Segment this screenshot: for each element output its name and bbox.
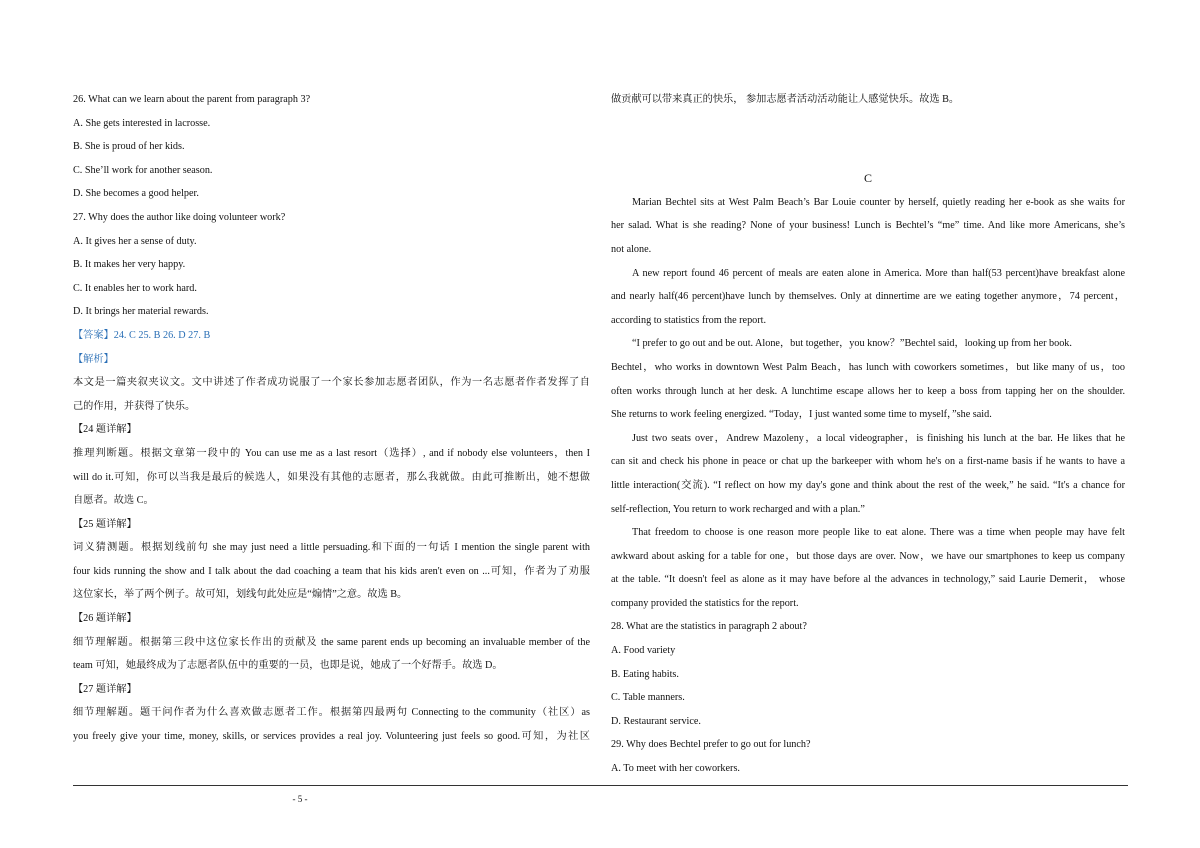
text-line: often works through lunch at her desk. A lunchtime escape allows her to keep a boss from tapping her on the shoulder. [611,385,1125,397]
left-column [73,88,590,749]
text-line: four kids running the show and I talk about the dad coaching a team that his kids aren't even on ...可知，作者为了劝服 [73,565,590,577]
text-line: 推理判断题。根据文章第一段中的 You can use me as a last resort（选择）, and if nobody else volunteers，then I [73,447,590,459]
text-line: D. It brings her material rewards. [73,306,209,318]
text-line: 细节理解题。根据第三段中这位家长作出的贡献及 the same parent ends up becoming an invaluable member of the [73,636,590,648]
text-line: will do it.可知，你可以当我是最后的候选人，如果没有其他的志愿者，那么我就做。由此可推断出，她不想做 [73,471,590,483]
text-line: team 可知，她最终成为了志愿者队伍中的重要的一员，也即是说，她成了一个好帮手。故选 D。 [73,660,503,672]
text-line: A. To meet with her coworkers. [611,763,740,775]
text-line: 28. What are the statistics in paragraph 2 about? [611,621,807,633]
text-line: B. She is proud of her kids. [73,141,185,153]
blank-line [611,128,1125,152]
text-line: B. It makes her very happy. [73,259,186,271]
text-line: A. It gives her a sense of duty. [73,235,197,247]
text-line: D. Restaurant service. [611,715,701,727]
text-line: 词义猜测题。根据划线前句 she may just need a little persuading.和下面的一句话 I mention the single parent with [73,542,590,554]
text-line: “I prefer to go out and be out. Alone，but together，you know？”Bechtel said，looking up from her book. [632,338,1072,350]
text-line: little interaction(交流). “I reflect on how my day's gone and think about the rest of the week,” he said. “It's a chance for [611,479,1125,491]
text-line: according to statistics from the report. [611,314,767,326]
text-line: B. Eating habits. [611,668,679,680]
text-line: and nearly half(46 percent)have lunch by themselves. Only at dinnertime are we eating together anymore，74 percent， [611,291,1125,303]
text-line: not alone. [611,243,652,255]
text-line: awkward about asking for a table for one，but those days are over. Now，we have our smartphones to keep us company [611,550,1125,562]
text-line: self-reflection, You return to work recharged and with a plan.” [611,503,865,515]
text-line: 【26 题详解】 [73,613,137,625]
text-line: 细节理解题。题干问作者为什么喜欢做志愿者工作。根据第四最两句 Connecting to the community（社区）as [73,707,590,719]
section-heading: C [863,171,872,186]
text-line: can sit and check his phone in peace or chat up the barkeeper with whom he's on a first-name basis if he wants to have a [611,456,1125,468]
text-line: 【解析】 [73,353,114,365]
text-line: at the table. “It doesn't feel as alone as it may have before al the advances in technology,” said Laurie Demerit， whose [611,574,1125,586]
text-line: A new report found 46 percent of meals are eaten alone in America. More than half(53 percent)have breakfast alone [632,267,1125,279]
text-line: 做贡献可以带来真正的快乐， 参加志愿者活动活动能让人感觉快乐。故选 B。 [611,94,960,105]
text-line: Just two seats over，Andrew Mazoleny，a local videographer，is finishing his lunch at the bar. He likes that he [632,432,1125,444]
text-line: A. Food variety [611,645,676,657]
text-line: Marian Bechtel sits at West Palm Beach’s Bar Louie counter by herself, quietly reading her e-book as she waits for [632,196,1125,208]
right-column [611,88,1125,781]
text-line: C. Table manners. [611,692,685,704]
page-number: - 5 - [292,794,308,804]
text-line: Bechtel，who works in downtown West Palm Beach，has lunch with coworkers sometimes，but like many of us，too [611,361,1125,373]
text-line: 26. What can we learn about the parent from paragraph 3? [73,94,311,105]
text-line: 自愿者。故选 C。 [73,495,154,507]
text-line: company provided the statistics for the report. [611,597,799,609]
text-line: C. It enables her to work hard. [73,282,197,294]
text-line: 己的作用，并获得了快乐。 [73,400,196,412]
text-line: 【答案】24. C 25. B 26. D 27. B [73,329,211,341]
footer-divider [73,785,1128,786]
text-line: C. She’ll work for another season. [73,164,213,176]
text-line: 【25 题详解】 [73,518,137,530]
text-line: 【27 题详解】 [73,683,137,695]
text-line: That freedom to choose is one reason more people like to eat alone. There was a time when people may have felt [632,527,1125,539]
text-line: 29. Why does Bechtel prefer to go out for lunch? [611,739,811,751]
text-line: 本文是一篇夹叙夹议文。文中讲述了作者成功说服了一个家长参加志愿者团队，作为一名志愿者作者发挥了自 [73,377,590,389]
text-line: her salad. What is she reading? None of your business! Lunch is Bechtel’s “me” time. And like more Americans, she’s [611,220,1125,232]
text-line: She returns to work feeling energized. “Today，I just wanted some time to myself，”she said. [611,409,992,421]
text-line: 【24 题详解】 [73,424,137,436]
text-line: D. She becomes a good helper. [73,188,199,200]
text-line: 27. Why does the author like doing volunteer work? [73,211,286,223]
text-line: 这位家长，举了两个例子。故可知，划线句此处应是“煽情”之意。故选 B。 [73,589,408,601]
text-line: you freely give your time, money, skills, or services provides a real joy. Volunteering just feels so good.可知，为社区 [73,731,590,743]
text-line: A. She gets interested in lacrosse. [73,117,211,129]
